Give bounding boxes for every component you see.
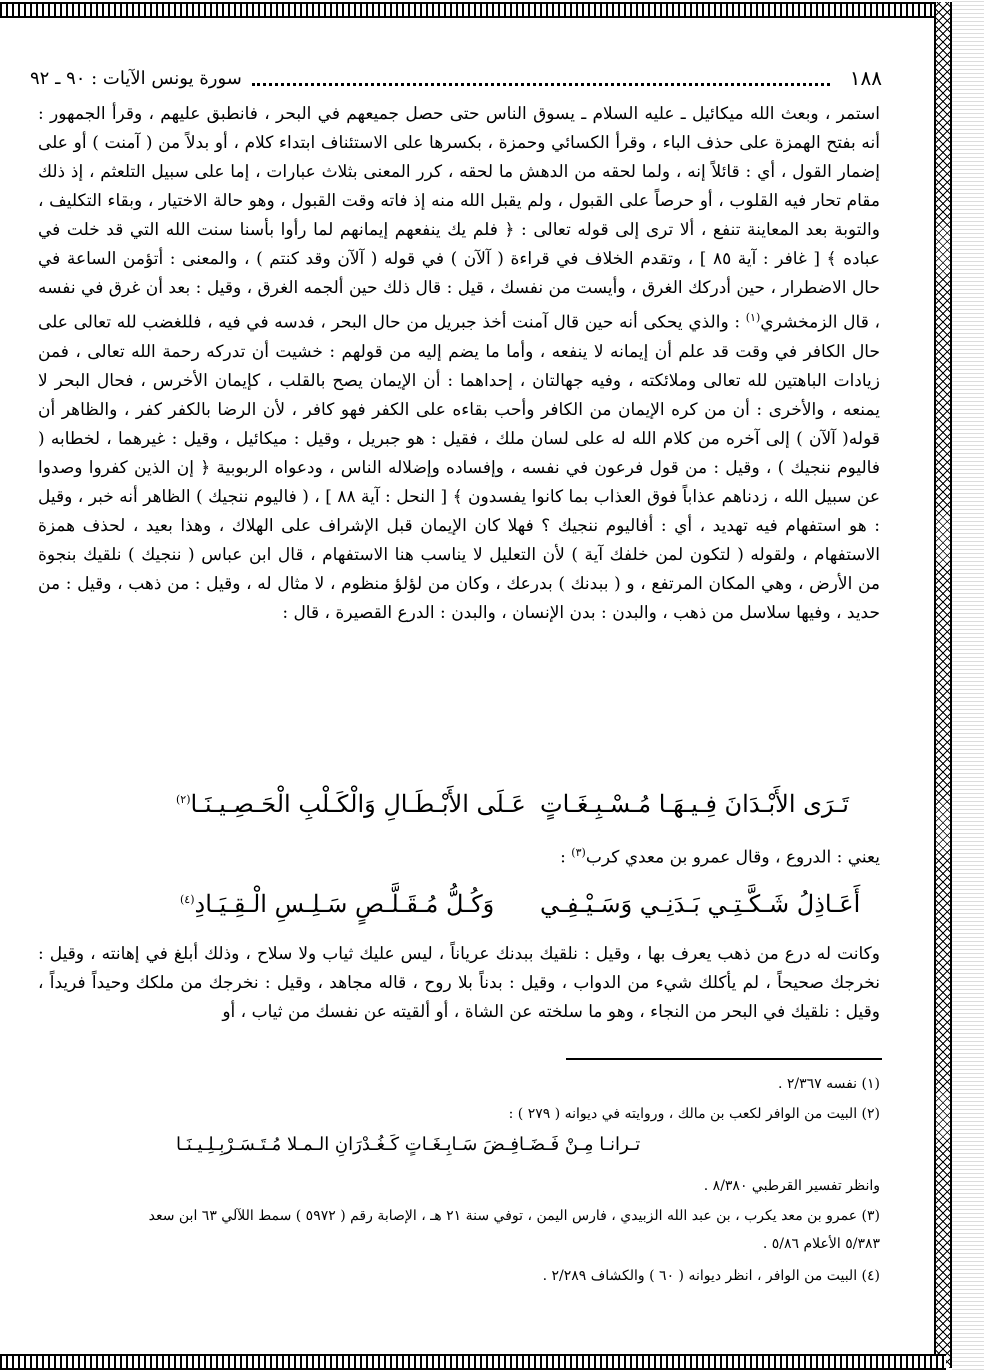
line-between-verses (560, 846, 880, 868)
scan-edge (952, 0, 984, 1370)
footnote-separator (566, 1058, 882, 1060)
verse-2-left-text: وَكُـلُّ مُـقَـلَّـصٍ سَـلِـسِ الْـقِـيَـادِ (194, 890, 495, 918)
footnote-1: (١) نفسه ٢/٣٦٧ . (777, 1076, 880, 1092)
line-between-text: يعني : الدروع ، وقال عمرو بن معدي كرب (585, 847, 880, 868)
verse-1-left-hemistich (176, 790, 526, 818)
running-header (30, 60, 882, 96)
decorative-border-top (0, 2, 946, 18)
header-dot-leader (252, 71, 830, 86)
footnote-4: (٤) البيت من الوافر ، انظر ديوانه ( ٦٠ ) والكشاف ٢/٢٨٩ . (542, 1268, 880, 1284)
paragraph-2: وكانت له درع من ذهب يعرف بها ، وقيل : نلقيك ببدنك عرياناً ، ليس عليك ثياب ولا سلاح ، وذلك أبلغ في إهانته ، وقيل : نخرجك صحيحاً ، لم يأكلك شيء من الدواب ، وقيل : بدناً بلا روح ، قاله مجاهد ، وقيل : نخرجك من ملكك وحيداً فريداً ، وقيل : نلقيك في البحر من النجاء ، وهو ما سلخته عن الشاة ، أو ألقيته عن نفسك من ثياب ، أو (38, 944, 880, 1022)
main-text (38, 100, 880, 628)
verse-1-left-text: عَـلَى الأَبْـطَـالِ وَالْكَـلْبِ الْحَـصِـيـنَـا (190, 790, 526, 818)
page-number: ١٨٨ (849, 66, 882, 90)
footnote-ref-2: (٢) (176, 793, 191, 806)
footnote-2-note: وانظر تفسير القرطبي ٨/٣٨٠ . (703, 1178, 880, 1194)
footnote-3-line-2: ٥/٣٨٣ الأعلام ٥/٨٦ . (762, 1236, 880, 1252)
footnote-3-line-1: (٣) عمرو بن معد يكرب ، بن عبد الله الزبيدي ، فارس اليمن ، توفي سنة ٢١ هـ ، الإصابة رقم ( ٥٩٧٢ ) سمط اللآلي ٦٣ ابن سعد (148, 1208, 880, 1224)
decorative-border-bottom (0, 1354, 946, 1370)
paragraph-1-continued: : والذي يحكى أنه حين قال آمنت أخذ جبريل من حال البحر ، فدسه في فيه ، فللغضب لله تعالى على حال الكافر في وقت قد علم أن إيمانه لا ينفعه ، وأما ما يضم إليه من قولهم : خشيت أن تدركه رحمة الله تعالى ، فمن زيادات الباهتين لله تعالى وملائكته ، وفيه جهالتان ، إحداهما : أن الإيمان يصح بالقلب ، كإيمان الأخرس ، فحال البحر لا يمنعه ، والأخرى : أن من كره الإيمان من الكافر وأحب بقاءه على الكفر فهو كافر ، لأن الرضا بالكفر كفر ، والظاهر أن قوله( آلآن ) إلى آخره من كلام الله له على لسان ملك ، فقيل : هو جبريل ، وقيل : ميكائيل ، وقيل : غيرهما ، لخطابه ( فاليوم ننجيك ) ، وقيل : من قول فرعون في نفسه ، وإفساده وإضلاله الناس ، ودعواه الربوبية ﴿ إن الذين كفروا وصدوا عن سبيل الله ، زدناهم عذاباً فوق العذاب بما كانوا يفسدون ﴾ [ النحل : آية ٨٨ ] ، ( فاليوم ننجيك ) الظاهر أنه خبر ، وقيل : هو استفهام فيه تهديد ، أي : أفاليوم ننجيك ؟ فهلا كان الإيمان قبل الإشراف على الهلاك ، وهذا بعيد ، لحذف همزة الاستفهام ، ولقوله ( لتكون لمن خلفك آية ) لأن التعليل لا يناسب هنا الاستفهام ، قال ابن عباس ( ننجيك ) نلقيك بنجوة من الأرض ، وهي المكان المرتفع ، و ( ببدنك ) بدرعك ، وكان من لؤلؤ منظوم ، لا مثال له ، وقيل : من ذهب ، وقيل : من حديد ، وفيها سلاسل من ذهب ، والبدن : بدن الإنسان ، والبدن : الدرع القصيرة ، قال : (38, 312, 880, 623)
footnote-ref-4: (٤) (180, 893, 195, 906)
footnote-ref-3: (٣) (571, 846, 586, 859)
verse-2-right-hemistich: أَعَـاذِلُ شَـكَّـتِـي بَـدَنِـي وَسَـيْـفِـي (540, 890, 861, 918)
footnote-2-verse: تـرانـا مِـنْ فَـضَـافِـضَ سَـابِـغَـاتٍ كَـغُـدْرَانِ الـمـلا مُـتَـسَـرْبِـلِـيـنَـا (176, 1134, 641, 1155)
decorative-border-right (934, 2, 952, 1368)
paragraph-1: استمر ، وبعث الله ميكائيل ـ عليه السلام ـ يسوق الناس حتى حصل جميعهم في البحر ، فانطبق عليهم ، وقرأ الجمهور : أنه بفتح الهمزة على حذف الباء ، وقرأ الكسائي وحمزة ، بكسرها على الاستئناف ابتداء كلام ، أو بدلاً من ( آمنت ) أو على إضمار القول ، أي : قائلاً إنه ، ولما لحقه من الدهش ما لحقه ، كرر المعنى بثلاث عبارات ، إما على سبيل التلعثم ، إذ ذلك مقام تحار فيه القلوب ، أو حرصاً على القبول ، ولم يقبل الله منه إذ فاته وقت القبول ، وهو حالة الاختيار ، وبقاء التكليف ، والتوبة بعد المعاينة تنفع ، ألا ترى إلى قوله تعالى : ﴿ فلم يك ينفعهم إيمانهم لما رأوا بأسنا سنت الله التي قد خلت في عباده ﴾ [ غافر : آية ٨٥ ] ، وتقدم الخلاف في قراءة ( آلآن ) في قوله ( آلآن وقد كنتم ) ، والمعنى : أتؤمن الساعة في حال الاضطرار ، حين أدركك الغرق ، وأيست من نفسك ، قيل : قال ذلك حين ألجمه الغرق ، وقيل : بعد أن غرق في نفسه ، قال الزمخشري (38, 104, 880, 333)
header-title: سورة يونس الآيات : ٩٠ ـ ٩٢ (30, 67, 242, 89)
line-between-end: : (560, 847, 572, 868)
verse-1-right-hemistich: تَـرَى الأَبْـدَانَ فِـيـهَـا مُـسْـبِـغَـاتٍ (540, 790, 849, 818)
verse-2-left-hemistich (180, 890, 494, 918)
footnote-2: (٢) البيت من الوافر لكعب بن مالك ، وروايته في ديوانه ( ٢٧٩ ) : (508, 1106, 880, 1122)
footnote-ref-1: (١) (745, 311, 761, 324)
